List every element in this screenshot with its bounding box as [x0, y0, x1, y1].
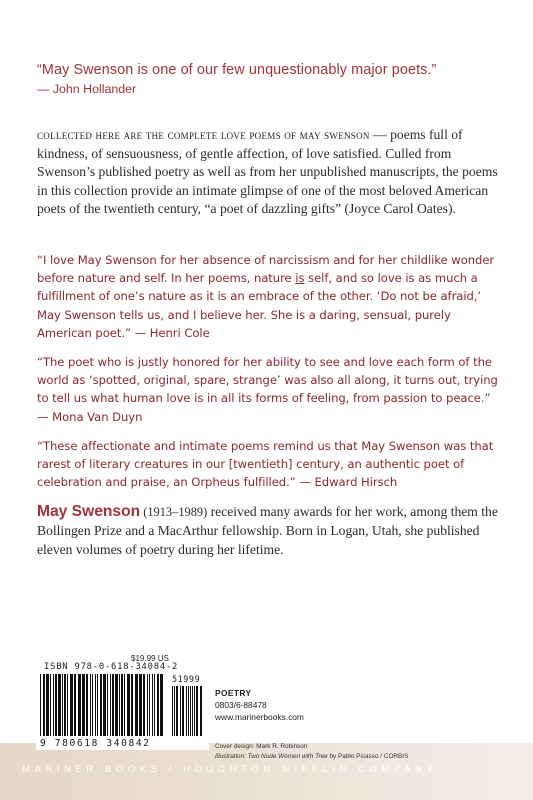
- barcode-bar: [139, 674, 142, 736]
- barcode-bar: [149, 674, 150, 736]
- cover-design-label: Cover design:: [215, 743, 255, 750]
- barcode-addon-bar: [186, 686, 187, 736]
- barcode-bar: [119, 674, 120, 736]
- top-quote-text: “May Swenson is one of our few unquestionably major poets.”: [37, 62, 437, 78]
- author-name: May Swenson: [37, 503, 141, 520]
- blurb-author: — Edward Hirsch: [295, 475, 398, 490]
- barcode-bar: [152, 674, 153, 736]
- barcode-block: [36, 654, 209, 750]
- barcode-addon-bar: [190, 686, 191, 736]
- intro-paragraph: [37, 126, 499, 219]
- publisher-website: www.marinerbooks.com: [215, 712, 304, 722]
- publisher-imprint: MARINER BOOKS / HOUGHTON MIFFLIN COMPANY: [22, 764, 438, 775]
- barcode-bar: [50, 674, 51, 736]
- barcode-bar: [157, 674, 159, 736]
- blurb-mona-van-duyn: [37, 353, 499, 426]
- barcode-bar: [78, 674, 81, 736]
- barcode-bar: [64, 674, 66, 736]
- barcode-bar: [97, 674, 98, 736]
- barcode-bar: [160, 674, 163, 736]
- barcode-bar: [112, 674, 114, 736]
- barcode-bar: [82, 674, 85, 736]
- barcode-bar: [58, 674, 61, 736]
- barcode-addon-bar: [188, 686, 189, 736]
- blurb-underlined-word: is: [295, 271, 305, 286]
- barcode-bar: [127, 674, 130, 736]
- barcode-bar: [107, 674, 108, 736]
- barcode-bar: [143, 674, 145, 736]
- barcode-addon-bar: [172, 686, 173, 736]
- cover-design-name: Mark R. Robinson: [254, 743, 308, 750]
- barcode-bar: [131, 674, 133, 736]
- barcode-addon-bar: [174, 686, 175, 736]
- barcode-addon-bar: [180, 686, 181, 736]
- barcode-bar: [43, 674, 45, 736]
- barcode-bar: [86, 674, 88, 736]
- publisher-code: 0803/6-88478: [215, 700, 267, 710]
- author-bio-text: received many awards for her work, among them the Bollingen Prize and a MacArthur fellowship. Born in Logan, Utah, she published eleven volumes of poetry during her lifetime.: [37, 504, 498, 557]
- author-bio: [37, 503, 499, 559]
- blurb-author: — Mona Van Duyn: [37, 409, 143, 424]
- top-quote: [37, 62, 507, 96]
- blurb-text-part: “I love May Swenson for her absence of narcissism and for her childlike wonder before nature and self. In her poems, nature: [37, 253, 495, 286]
- illustration-source: by Pablo Picasso / CORBIS: [327, 752, 409, 760]
- intro-lead: collected here are the complete love poems of may swenson: [37, 128, 370, 142]
- barcode-addon-bar: [192, 686, 193, 736]
- illustration-title: Two Nude Women with Tree: [245, 752, 328, 760]
- barcode-number: 9 780618 340842: [40, 738, 151, 749]
- blurb-author: — Henri Cole: [130, 325, 210, 340]
- barcode-bar: [154, 674, 155, 736]
- intro-body: — poems full of kindness, of sensuousness, of gentle affection, of love satisfied. Culled from Swenson’s published poetry as well as from her unpublished manuscripts, the poems in this collection provide an intimate glimpse of one of the most beloved American poets of the twentieth century, “a poet of dazzling gifts” (Joyce Carol Oates).: [37, 127, 498, 217]
- author-dates: (1913–1989): [140, 505, 208, 519]
- publisher-info: [215, 687, 304, 723]
- barcode-bar: [110, 674, 111, 736]
- barcode-bar: [67, 674, 68, 736]
- barcode-bar: [90, 674, 91, 736]
- barcode-bar: [95, 674, 96, 736]
- blurb-text: “These affectionate and intimate poems remind us that May Swenson was that rarest of literary creatures in our [twentieth] century, an authentic poet of celebration and praise, an Orpheus fulfilled.”: [37, 439, 494, 490]
- barcode-bar: [121, 674, 123, 736]
- blurb-text-part: self, and so love is as much a fulfillment of one’s nature as it is an embrace of the other. ‘Do not be afraid,’ May Swenson tells us, and I believe her. She is a daring, sensual, purely American poet.”: [37, 271, 482, 340]
- barcode-addon-bar: [194, 686, 195, 736]
- barcode-bar: [46, 674, 49, 736]
- barcode-bar: [70, 674, 73, 736]
- barcode-bar: [135, 674, 138, 736]
- barcode-bar: [62, 674, 63, 736]
- top-quote-attribution: — John Hollander: [37, 82, 137, 96]
- illustration-credit: [215, 752, 408, 762]
- blurb-edward-hirsch: [37, 437, 499, 492]
- barcode-bar: [74, 674, 76, 736]
- barcode-bar: [124, 674, 125, 736]
- blurb-henri-cole: [37, 251, 499, 342]
- barcode-bar: [40, 674, 41, 736]
- barcode-bar: [55, 674, 57, 736]
- barcode-bar: [53, 674, 54, 736]
- barcode-bar: [103, 674, 106, 736]
- barcode-addon-bar: [200, 686, 202, 736]
- category-label: POETRY: [215, 688, 252, 698]
- illustration-label: Illustration:: [215, 752, 246, 760]
- barcode-isbn: ISBN 978-0-618-34084-2: [44, 662, 179, 672]
- barcode-bar: [115, 674, 118, 736]
- barcode-price: $19.99 US: [131, 654, 169, 663]
- barcode-bar: [92, 674, 93, 736]
- barcode-addon-bar: [176, 686, 178, 736]
- barcode-addon-bar: [196, 686, 198, 736]
- barcode-addon-bar: [182, 686, 184, 736]
- barcode-bar: [100, 674, 102, 736]
- blurb-text: “The poet who is justly honored for her ability to see and love each form of the world as ‘spotted, original, spare, strange’ was also all along, it turns out, trying to tell us what human love is in all its forms of feeling, from passion to peace.”: [37, 355, 498, 406]
- cover-design-credit: [215, 742, 408, 752]
- barcode-addon: 51999: [172, 674, 201, 684]
- barcode-bar: [147, 674, 148, 736]
- cover-credits: [215, 742, 408, 761]
